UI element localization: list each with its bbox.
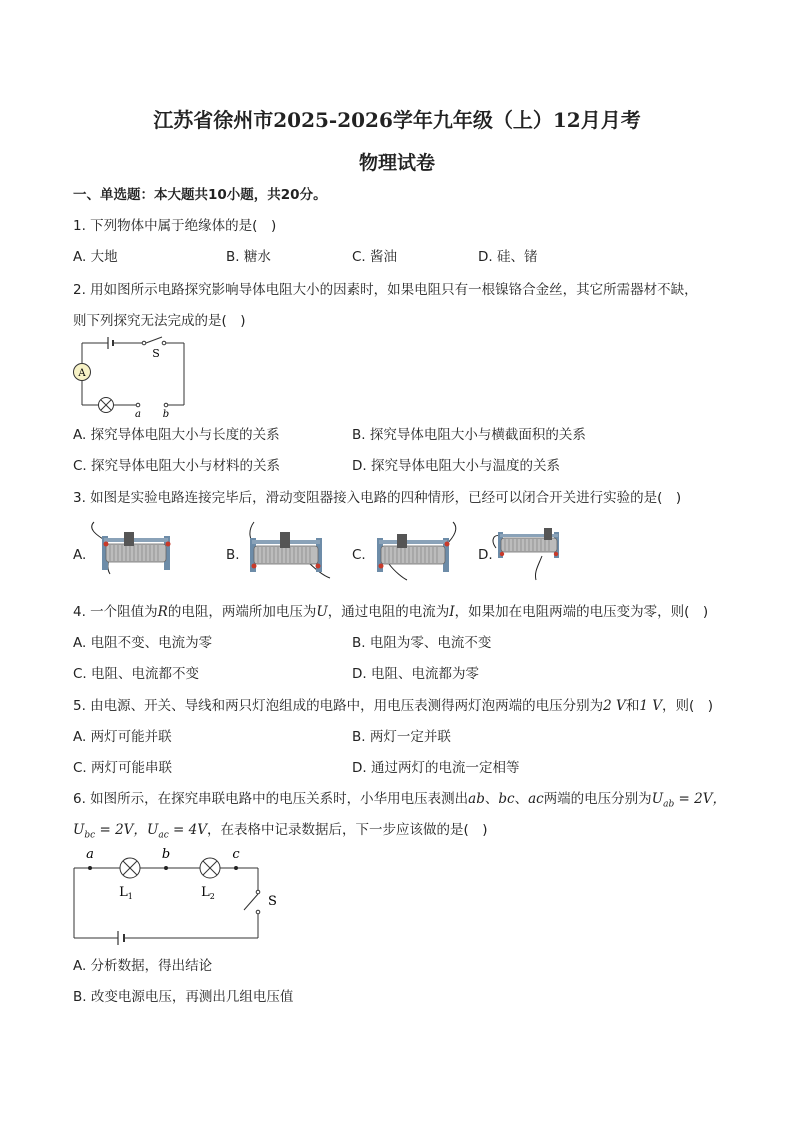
point-b-label: b	[162, 409, 170, 420]
q4-option-b: B. 电阻为零、电流不变	[352, 635, 492, 651]
q3-option-b: B.	[226, 547, 240, 563]
exam-title: 江苏省徐州市2025-2026学年九年级（上）12月月考	[153, 108, 641, 132]
q1-option-c: C. 酱油	[352, 249, 398, 265]
rheostat-b-icon	[240, 520, 336, 582]
node-c-label: c	[232, 847, 240, 862]
q4-option-c: C. 电阻、电流都不变	[73, 666, 200, 682]
q4-option-d: D. 电阻、电流都为零	[352, 666, 479, 682]
q3-stem: 3. 如图是实验电路连接完毕后，滑动变阻器接入电路的四种情形，已经可以闭合开关进行实验的是( )	[73, 490, 682, 506]
rheostat-a-icon	[88, 520, 184, 576]
q2-option-b: B. 探究导体电阻大小与横截面积的关系	[352, 427, 586, 443]
q6-circuit-diagram	[70, 842, 290, 947]
q5-stem: 5. 由电源、开关、导线和两只灯泡组成的电路中，用电压表测得两灯泡两端的电压分别为2 V和1 V，则( )	[73, 698, 713, 714]
switch-label: S	[152, 347, 160, 360]
q3-option-a: A.	[73, 547, 87, 563]
q6-option-a: A. 分析数据，得出结论	[73, 958, 213, 974]
ammeter-label: A	[78, 368, 86, 379]
point-a-label: a	[135, 409, 141, 420]
q1-option-a: A. 大地	[73, 249, 118, 265]
q4-stem: 4. 一个阻值为R的电阻，两端所加电压为U，通过电阻的电流为I，如果加在电阻两端的电压变为零，则( )	[73, 604, 709, 620]
q6-stem-line2: $U_{bc} = 2V$，$U_{ac} = 4V$，在表格中记录数据后，下一步应该做的是( )	[73, 822, 488, 841]
q4-option-a: A. 电阻不变、电流为零	[73, 635, 213, 651]
rheostat-c-icon	[367, 520, 463, 582]
q3-option-c: C.	[352, 547, 366, 563]
q3-option-d: D.	[478, 547, 493, 563]
q2-option-c: C. 探究导体电阻大小与材料的关系	[73, 458, 281, 474]
lamp-l1-label: $L_1$	[119, 885, 133, 901]
q5-option-d: D. 通过两灯的电流一定相等	[352, 760, 520, 776]
q2-option-a: A. 探究导体电阻大小与长度的关系	[73, 427, 280, 443]
q2-stem-line1: 2. 用如图所示电路探究影响导体电阻大小的因素时，如果电阻只有一根镍铬合金丝，其它所需器材不缺，	[73, 282, 698, 298]
q6-option-b: B. 改变电源电压，再测出几组电压值	[73, 989, 294, 1005]
q1-option-b: B. 糖水	[226, 249, 271, 265]
q1-stem: 1. 下列物体中属于绝缘体的是( )	[73, 218, 277, 234]
section-heading: 一、单选题：本大题共10小题，共20分。	[73, 187, 327, 203]
lamp-l2-label: $L_2$	[201, 885, 215, 901]
node-a-label: a	[86, 847, 94, 862]
q5-option-a: A. 两灯可能并联	[73, 729, 172, 745]
q2-circuit-diagram	[70, 335, 200, 420]
q6-stem-line1: 6. 如图所示，在探究串联电路中的电压关系时，小华用电压表测出ab、bc、ac两端的电压分别为$U_{ab} = 2V$，	[73, 791, 726, 810]
q1-option-d: D. 硅、锗	[478, 249, 538, 265]
q2-option-d: D. 探究导体电阻大小与温度的关系	[352, 458, 560, 474]
exam-subtitle: 物理试卷	[358, 152, 435, 174]
rheostat-d-icon	[492, 520, 568, 582]
q5-option-b: B. 两灯一定并联	[352, 729, 451, 745]
q2-stem-line2: 则下列探究无法完成的是( )	[73, 313, 246, 329]
q5-option-c: C. 两灯可能串联	[73, 760, 173, 776]
switch-s-label: S	[268, 894, 277, 909]
node-b-label: b	[161, 847, 171, 862]
